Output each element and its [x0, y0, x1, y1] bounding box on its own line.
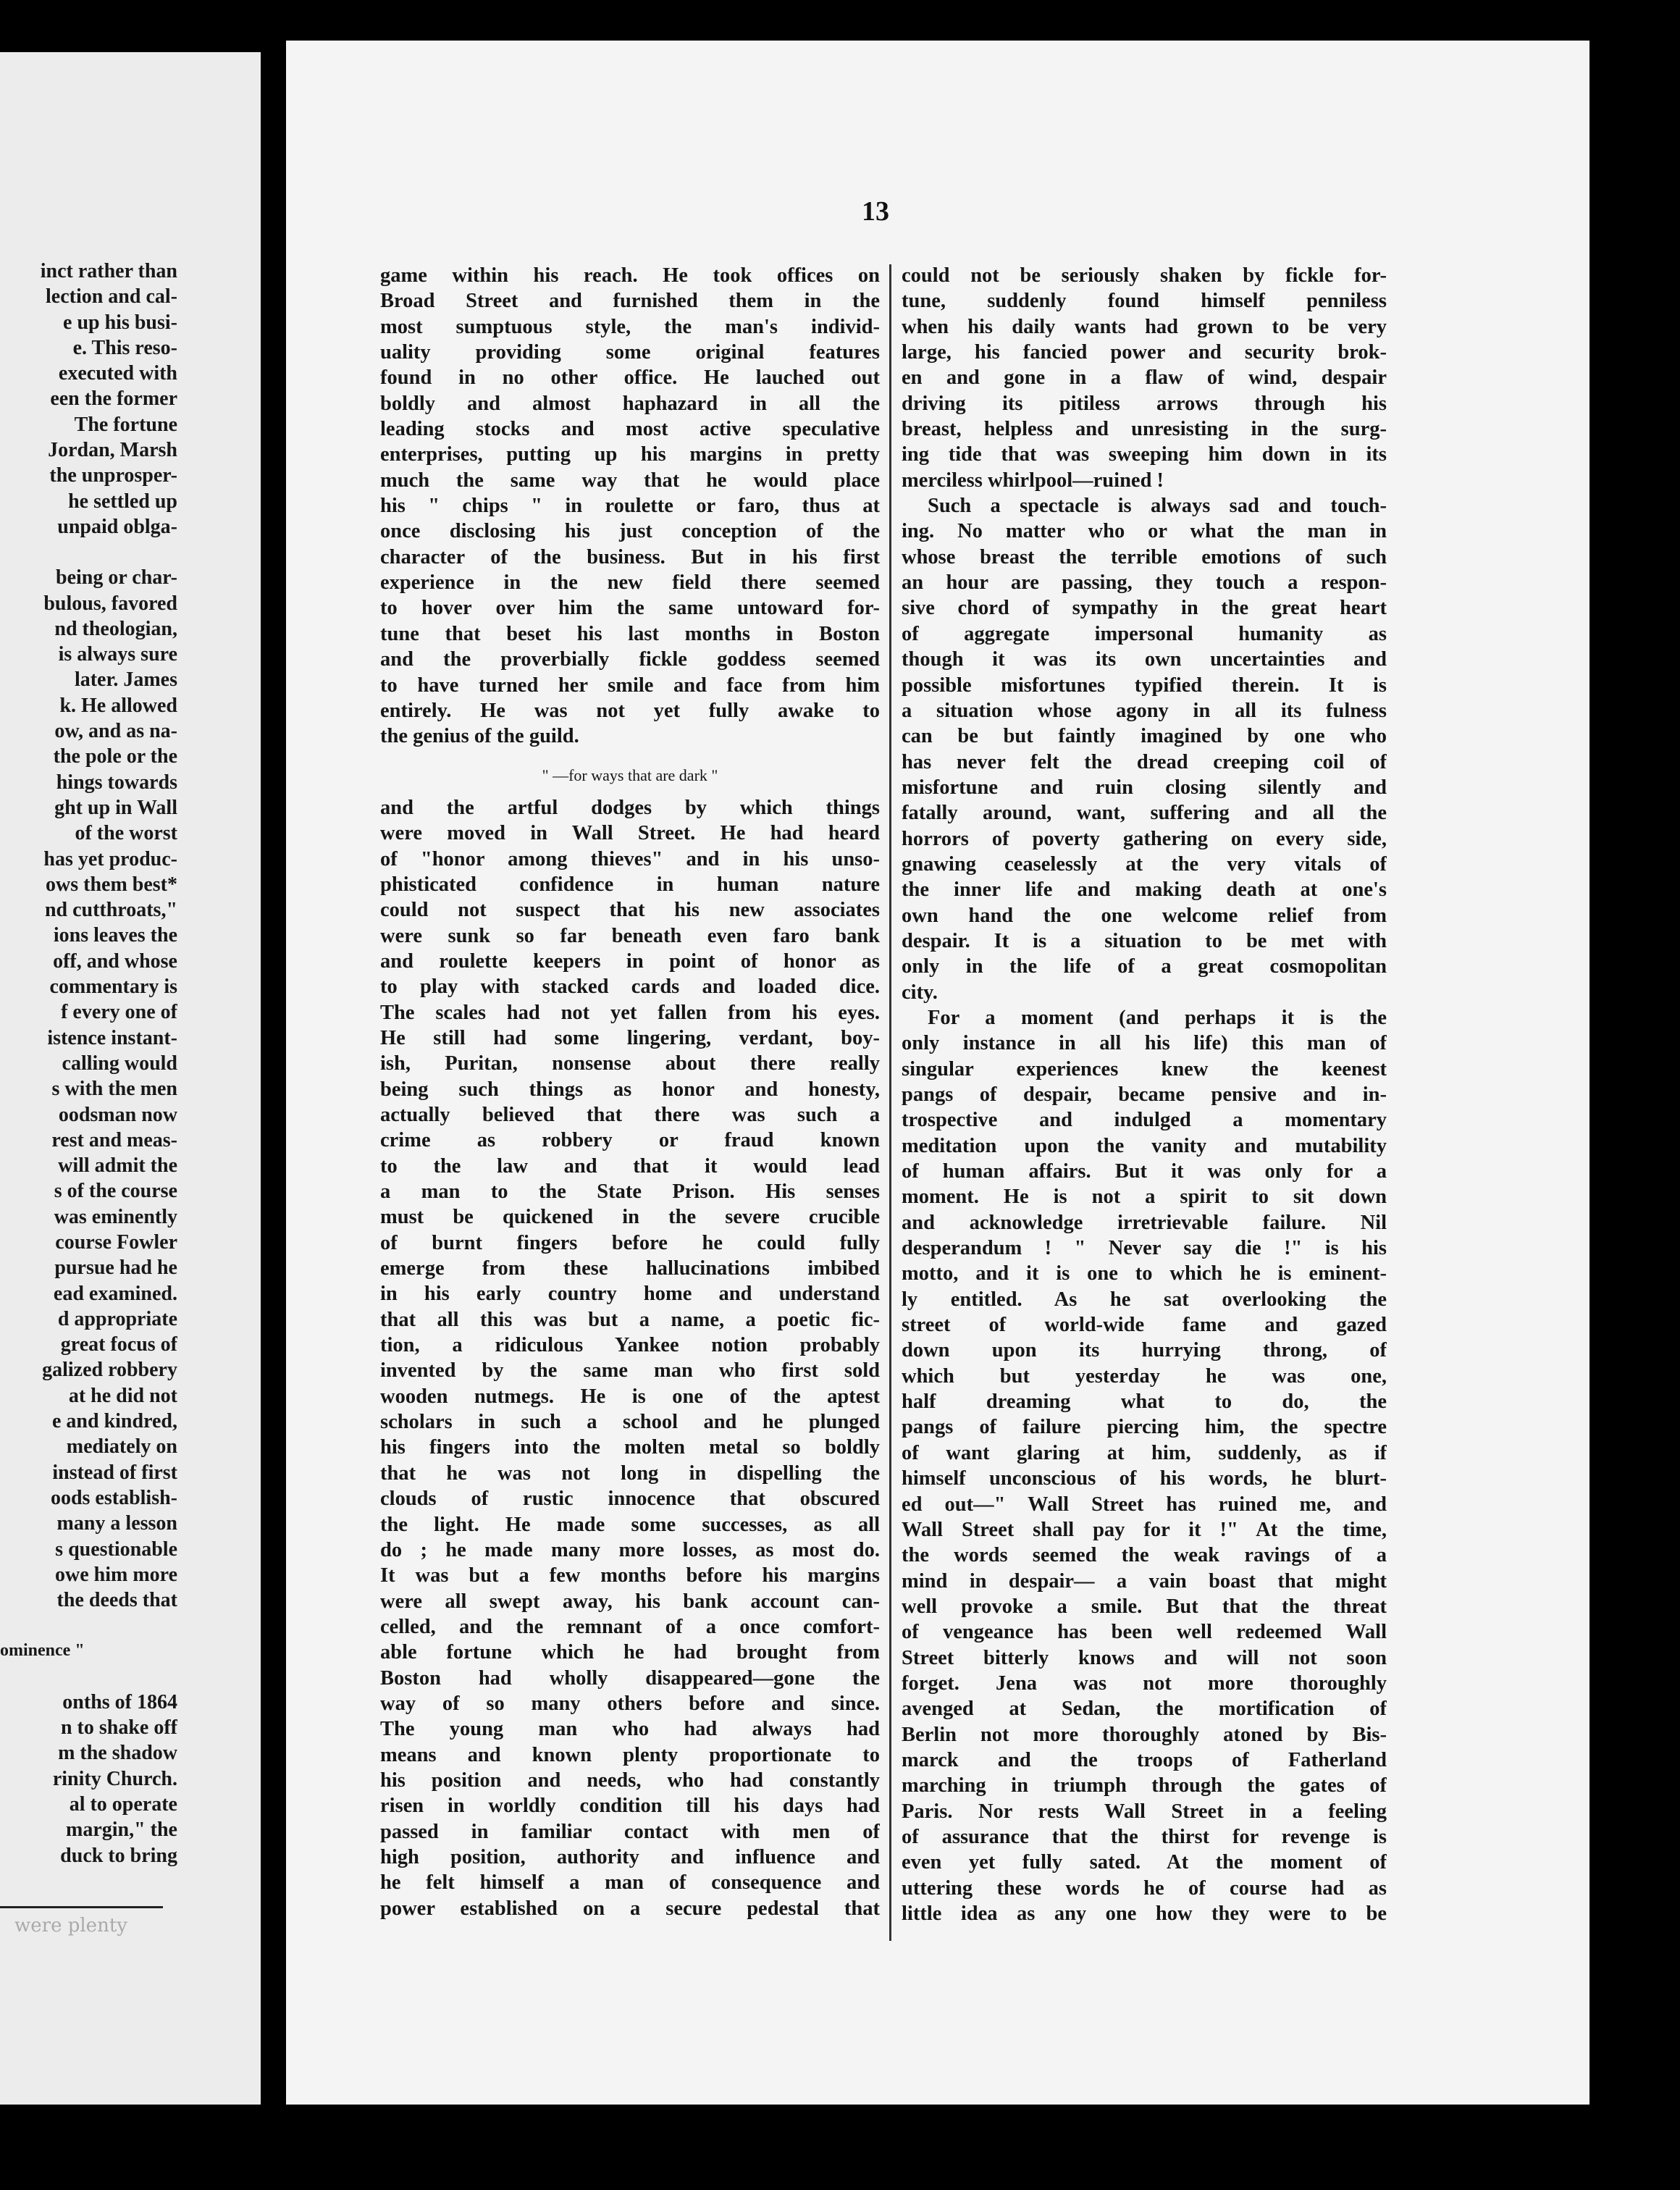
left-fragment-line: unpaid oblga- — [57, 515, 177, 538]
text-line: most sumptuous style, the man's individ- — [380, 315, 880, 338]
text-line: uttering these words he of course had as — [902, 1876, 1387, 1900]
text-line: that he was not long in dispelling the — [380, 1461, 880, 1485]
left-fragment-line: the unprosper- — [49, 464, 177, 487]
text-line: forget. Jena was not more thoroughly — [902, 1671, 1387, 1695]
left-fragment-line: instead of first — [52, 1461, 177, 1484]
text-line: For a moment (and perhaps it is the — [928, 1006, 1387, 1029]
text-line: possible misfortunes typified therein. It is — [902, 674, 1387, 697]
text-line: gnawing ceaselessly at the very vitals of — [902, 852, 1387, 876]
left-fragment-line: executed with — [58, 362, 177, 385]
text-line: crime as robbery or fraud known — [380, 1129, 880, 1152]
left-fragment-line: n to shake off — [60, 1716, 177, 1740]
text-line: entirely. He was not yet fully awake to — [380, 699, 880, 722]
scan-border-right — [1589, 0, 1680, 2190]
text-line: tion, a ridiculous Yankee notion probably — [380, 1334, 880, 1357]
text-line: scholars in such a school and he plunged — [380, 1411, 880, 1434]
text-line: phisticated confidence in human nature — [380, 873, 880, 896]
text-line: in his early country home and understand — [380, 1283, 880, 1306]
text-line: and the artful dodges by which things — [380, 796, 880, 819]
text-line: though it was its own uncertainties and — [902, 648, 1387, 671]
text-line: his position and needs, who had constantly — [380, 1769, 880, 1792]
text-line: uality providing some original features — [380, 341, 880, 364]
left-fragment-line: rinity Church. — [52, 1767, 177, 1790]
text-column-left — [380, 263, 880, 1921]
text-line: when his daily wants had grown to be very — [902, 315, 1387, 338]
text-line: much the same way that he would place — [380, 469, 880, 492]
left-fragment-line: lection and cal- — [46, 285, 177, 309]
text-line: experience in the new field there seemed — [380, 571, 880, 595]
text-line: of burnt fingers before he could fully — [380, 1231, 880, 1254]
text-line: singular experiences knew the keenest — [902, 1057, 1387, 1081]
text-line: the words seemed the weak ravings of a — [902, 1544, 1387, 1567]
left-fragment-line: oodsman now — [58, 1103, 177, 1126]
text-line: must be quickened in the severe crucible — [380, 1206, 880, 1229]
text-line: were sunk so far beneath even faro bank — [380, 924, 880, 947]
text-line: has never felt the dread creeping coil of — [902, 750, 1387, 773]
text-line: It was but a few months before his margins — [380, 1564, 880, 1587]
text-line: marching in triumph through the gates of — [902, 1774, 1387, 1797]
text-line: marck and the troops of Fatherland — [902, 1748, 1387, 1771]
text-line: a situation whose agony in all its fulness — [902, 699, 1387, 722]
text-line: tune, suddenly found himself penniless — [902, 290, 1387, 313]
text-line: able fortune which he had brought from — [380, 1641, 880, 1664]
left-fragment-line: s questionable — [55, 1537, 177, 1561]
text-line: street of world-wide fame and gazed — [902, 1314, 1387, 1337]
left-fragment-line: ominence " — [0, 1641, 85, 1661]
left-fragment-line: al to operate — [69, 1792, 177, 1816]
text-line: once disclosing his just conception of the — [380, 520, 880, 543]
text-line: merciless whirlpool—ruined ! — [902, 469, 1164, 492]
left-fragment-line: he settled up — [68, 490, 177, 513]
left-fragment-line: was eminently — [54, 1205, 177, 1228]
text-line: despair. It is a situation to be met with — [902, 929, 1387, 952]
left-fragment-line: inct rather than — [40, 260, 177, 282]
text-line: Such a spectacle is always sad and touch- — [928, 495, 1387, 518]
text-line: only instance in all his life) this man of — [902, 1032, 1387, 1055]
left-fragment-line: many a lesson — [56, 1512, 177, 1535]
text-line: only in the life of a great cosmopolitan — [902, 955, 1387, 978]
left-fragment-line: of the worst — [75, 822, 177, 845]
left-fragment-gap — [0, 1664, 177, 1690]
text-line: of assurance that the thirst for revenge is — [902, 1825, 1387, 1848]
text-line: enterprises, putting up his margins in pretty — [380, 443, 880, 466]
text-line: to have turned her smile and face from him — [380, 674, 880, 697]
left-fragment-line: onths of 1864 — [62, 1690, 177, 1713]
text-line: power established on a secure pedestal that — [380, 1897, 880, 1920]
text-line: Boston had wholly disappeared—gone the — [380, 1666, 880, 1690]
text-line: whose breast the terrible emotions of such — [902, 545, 1387, 569]
text-line: the genius of the guild. — [380, 725, 579, 748]
text-line: Broad Street and furnished them in the — [380, 290, 880, 313]
left-fragment-line: s with the men — [51, 1078, 177, 1101]
left-fragment-line: e and kindred, — [52, 1410, 177, 1433]
text-line: pangs of failure piercing him, the spectre — [902, 1416, 1387, 1439]
left-fragment-line: is always sure — [58, 643, 177, 666]
left-fragment-line: galized robbery — [42, 1359, 177, 1382]
left-fragment-line: ead examined. — [53, 1282, 177, 1305]
left-fragment-gap — [0, 540, 177, 565]
left-fragment-line: course Fowler — [55, 1230, 177, 1254]
text-line: and roulette keepers in point of honor as — [380, 949, 880, 973]
left-fragment-line: mediately on — [66, 1435, 177, 1459]
left-fragment-line: d appropriate — [57, 1307, 177, 1330]
text-line: passed in familiar contact with men of — [380, 1820, 880, 1843]
text-line: Berlin not more thoroughly atoned by Bis- — [902, 1723, 1387, 1746]
left-fragment-line: ght up in Wall — [54, 796, 177, 819]
text-line: an hour are passing, they touch a respon- — [902, 571, 1387, 595]
text-line: his fingers into the molten metal so boldly — [380, 1436, 880, 1459]
left-fragment-line: k. He allowed — [59, 694, 177, 717]
left-fragment-line: calling would — [62, 1052, 177, 1075]
text-line: ing. No matter who or what the man in — [902, 520, 1387, 543]
scan-border-top — [0, 0, 1680, 41]
text-line: character of the business. But in his first — [380, 545, 880, 569]
text-line: city. — [902, 981, 938, 1004]
text-line: Wall Street shall pay for it !" At the time, — [902, 1518, 1387, 1541]
left-fragment-line: rest and meas- — [51, 1128, 177, 1151]
left-fragment-line: een the former — [50, 387, 177, 411]
text-line: to play with stacked cards and loaded dice. — [380, 976, 880, 999]
text-line: fatally around, want, suffering and all the — [902, 802, 1387, 825]
text-line: He still had some lingering, verdant, boy- — [380, 1026, 880, 1049]
text-line: actually believed that there was such a — [380, 1104, 880, 1126]
text-line: way of so many others before and since. — [380, 1692, 880, 1715]
text-line: risen in worldly condition till his days had — [380, 1795, 880, 1818]
text-line: half dreaming what to do, the — [902, 1390, 1387, 1414]
text-line: of aggregate impersonal humanity as — [902, 622, 1387, 645]
text-line: boldly and almost haphazard in all the — [380, 392, 880, 415]
book-gutter — [261, 72, 290, 2158]
left-fragment-line: great focus of — [60, 1333, 177, 1356]
text-line: which but yesterday he was one, — [902, 1364, 1387, 1388]
left-fragment-line: ions leaves the — [53, 924, 177, 947]
text-line: he felt himself a man of consequence and — [380, 1871, 880, 1895]
left-fragment-line: m the shadow — [58, 1742, 177, 1765]
text-line: wooden nutmegs. He is one of the aptest — [380, 1385, 880, 1408]
text-line: even yet fully sated. At the moment of — [902, 1851, 1387, 1874]
text-line: to the law and that it would lead — [380, 1154, 880, 1178]
text-line: Street bitterly knows and will not soon — [902, 1646, 1387, 1669]
left-fragment-line: at he did not — [68, 1384, 177, 1407]
text-line: means and known plenty proportionate to — [380, 1743, 880, 1766]
left-fragment-line: oods establish- — [50, 1486, 177, 1509]
left-fragment-line: f every one of — [61, 1001, 177, 1024]
section-subheading: " —for ways that are dark " — [542, 765, 718, 784]
text-line: large, his fancied power and security brok- — [902, 341, 1387, 364]
text-line: game within his reach. He took offices on — [380, 264, 880, 287]
text-line: little idea as any one how they were to be — [902, 1902, 1387, 1925]
left-fragment-line: pursue had he — [54, 1256, 177, 1280]
footnote-rule — [0, 1906, 163, 1908]
left-page-fragment — [0, 52, 261, 2131]
left-fragment-line: nd cutthroats," — [44, 899, 177, 922]
text-line: down upon its hurrying throng, of — [902, 1339, 1387, 1362]
text-line: could not be seriously shaken by fickle for- — [902, 264, 1387, 287]
left-fragment-line: the pole or the — [53, 745, 177, 768]
left-fragment-line: ow, and as na- — [54, 720, 177, 743]
text-line: being such things as honor and honesty, — [380, 1078, 880, 1101]
text-line: were moved in Wall Street. He had heard — [380, 822, 880, 845]
text-line: ed out—" Wall Street has ruined me, and — [902, 1493, 1387, 1516]
text-line: meditation upon the vanity and mutability — [902, 1134, 1387, 1157]
text-line: ing tide that was sweeping him down in its — [902, 443, 1387, 466]
text-line: driving its pitiless arrows through his — [902, 392, 1387, 415]
text-line: The young man who had always had — [380, 1718, 880, 1741]
text-line: trospective and indulged a momentary — [902, 1109, 1387, 1132]
left-page-footer: were plenty — [14, 1915, 127, 1937]
text-line: leading stocks and most active speculative — [380, 418, 880, 441]
text-line: breast, helpless and unresisting in the surg- — [902, 418, 1387, 441]
left-fragment-line: commentary is — [49, 976, 177, 999]
text-line: desperandum ! " Never say die !" is his — [902, 1237, 1387, 1260]
text-line: horrors of poverty gathering on every side, — [902, 827, 1387, 850]
text-line: and acknowledge irretrievable failure. Nil — [902, 1211, 1387, 1234]
left-fragment-line: The fortune — [74, 413, 177, 436]
left-fragment-line: e. This reso- — [72, 336, 177, 359]
text-line: ish, Puritan, nonsense about there really — [380, 1052, 880, 1075]
text-line: clouds of rustic innocence that obscured — [380, 1488, 880, 1511]
text-line: were all swept away, his bank account can- — [380, 1590, 880, 1613]
left-fragment-line: ows them best* — [46, 873, 177, 896]
text-line: invented by the same man who first sold — [380, 1359, 880, 1383]
column-divider — [889, 264, 891, 1941]
left-fragment-line: owe him more — [55, 1563, 177, 1586]
text-line: avenged at Sedan, the mortification of — [902, 1698, 1387, 1721]
left-fragment-line: nd theologian, — [54, 617, 177, 640]
text-line: Paris. Nor rests Wall Street in a feeling — [902, 1800, 1387, 1823]
text-line: do ; he made many more losses, as most do. — [380, 1538, 880, 1561]
text-line: moment. He is not a spirit to sit down — [902, 1186, 1387, 1209]
text-line: himself unconscious of his words, he blurt- — [902, 1467, 1387, 1490]
text-line: that all this was but a name, a poetic fic- — [380, 1308, 880, 1331]
text-line: can be but faintly imagined by one who — [902, 725, 1387, 748]
left-fragment-line: hings towards — [56, 771, 177, 794]
text-line: well provoke a smile. But that the threat — [902, 1595, 1387, 1618]
text-line: tune that beset his last months in Boston — [380, 622, 880, 645]
left-fragment-line: s of the course — [54, 1180, 177, 1203]
text-line: high position, authority and influence and — [380, 1845, 880, 1868]
text-line: pangs of despair, became pensive and in- — [902, 1083, 1387, 1106]
left-fragment-line: bulous, favored — [43, 592, 177, 615]
left-fragment-line: later. James — [74, 668, 177, 692]
left-fragment-line: off, and whose — [53, 949, 177, 973]
left-fragment-line: will admit the — [58, 1154, 177, 1178]
text-line: celled, and the remnant of a once comfort- — [380, 1615, 880, 1638]
text-line: sive chord of sympathy in the great heart — [902, 597, 1387, 620]
text-line: en and gone in a flaw of wind, despair — [902, 366, 1387, 390]
left-fragment-line: margin," the — [66, 1818, 177, 1842]
text-line: the inner life and making death at one's — [902, 878, 1387, 902]
text-line: could not suspect that his new associates — [380, 899, 880, 922]
text-line: emerge from these hallucinations imbibed — [380, 1257, 880, 1280]
text-line: ly entitled. As he sat overlooking the — [902, 1288, 1387, 1311]
text-line: his " chips " in roulette or faro, thus at — [380, 495, 880, 518]
text-line: of vengeance has been well redeemed Wall — [902, 1621, 1387, 1644]
left-fragment-line: has yet produc- — [43, 847, 177, 870]
left-fragment-line: e up his busi- — [63, 311, 177, 334]
text-line: The scales had not yet fallen from his eyes. — [380, 1001, 880, 1024]
left-fragment-gap — [0, 1613, 177, 1638]
text-line: misfortune and ruin closing silently and — [902, 776, 1387, 799]
text-line: own hand the one welcome relief from — [902, 904, 1387, 927]
text-line: mind in despair— a vain boast that might — [902, 1569, 1387, 1593]
text-column-right — [902, 263, 1387, 1926]
text-line: and the proverbially fickle goddess seemed — [380, 648, 880, 671]
left-fragment-line: being or char- — [56, 566, 177, 590]
left-fragment-line: Jordan, Marsh — [48, 439, 177, 462]
left-fragment-line: duck to bring — [60, 1844, 177, 1867]
left-fragment-line: the deeds that — [56, 1589, 177, 1612]
text-line: of human affairs. But it was only for a — [902, 1160, 1387, 1183]
left-fragment-line: istence instant- — [47, 1026, 177, 1049]
scan-border-bottom — [0, 2105, 1680, 2190]
text-line: of want glaring at him, suddenly, as if — [902, 1441, 1387, 1464]
text-line: of "honor among thieves" and in his unso- — [380, 847, 880, 870]
text-line: motto, and it is one to which he is eminent- — [902, 1262, 1387, 1285]
left-page-column — [0, 259, 177, 1868]
text-line: the light. He made some successes, as all — [380, 1513, 880, 1536]
text-line: a man to the State Prison. His senses — [380, 1180, 880, 1204]
text-line: found in no other office. He lauched out — [380, 366, 880, 390]
text-line: to hover over him the same untoward for- — [380, 597, 880, 620]
page-number: 13 — [862, 196, 889, 227]
